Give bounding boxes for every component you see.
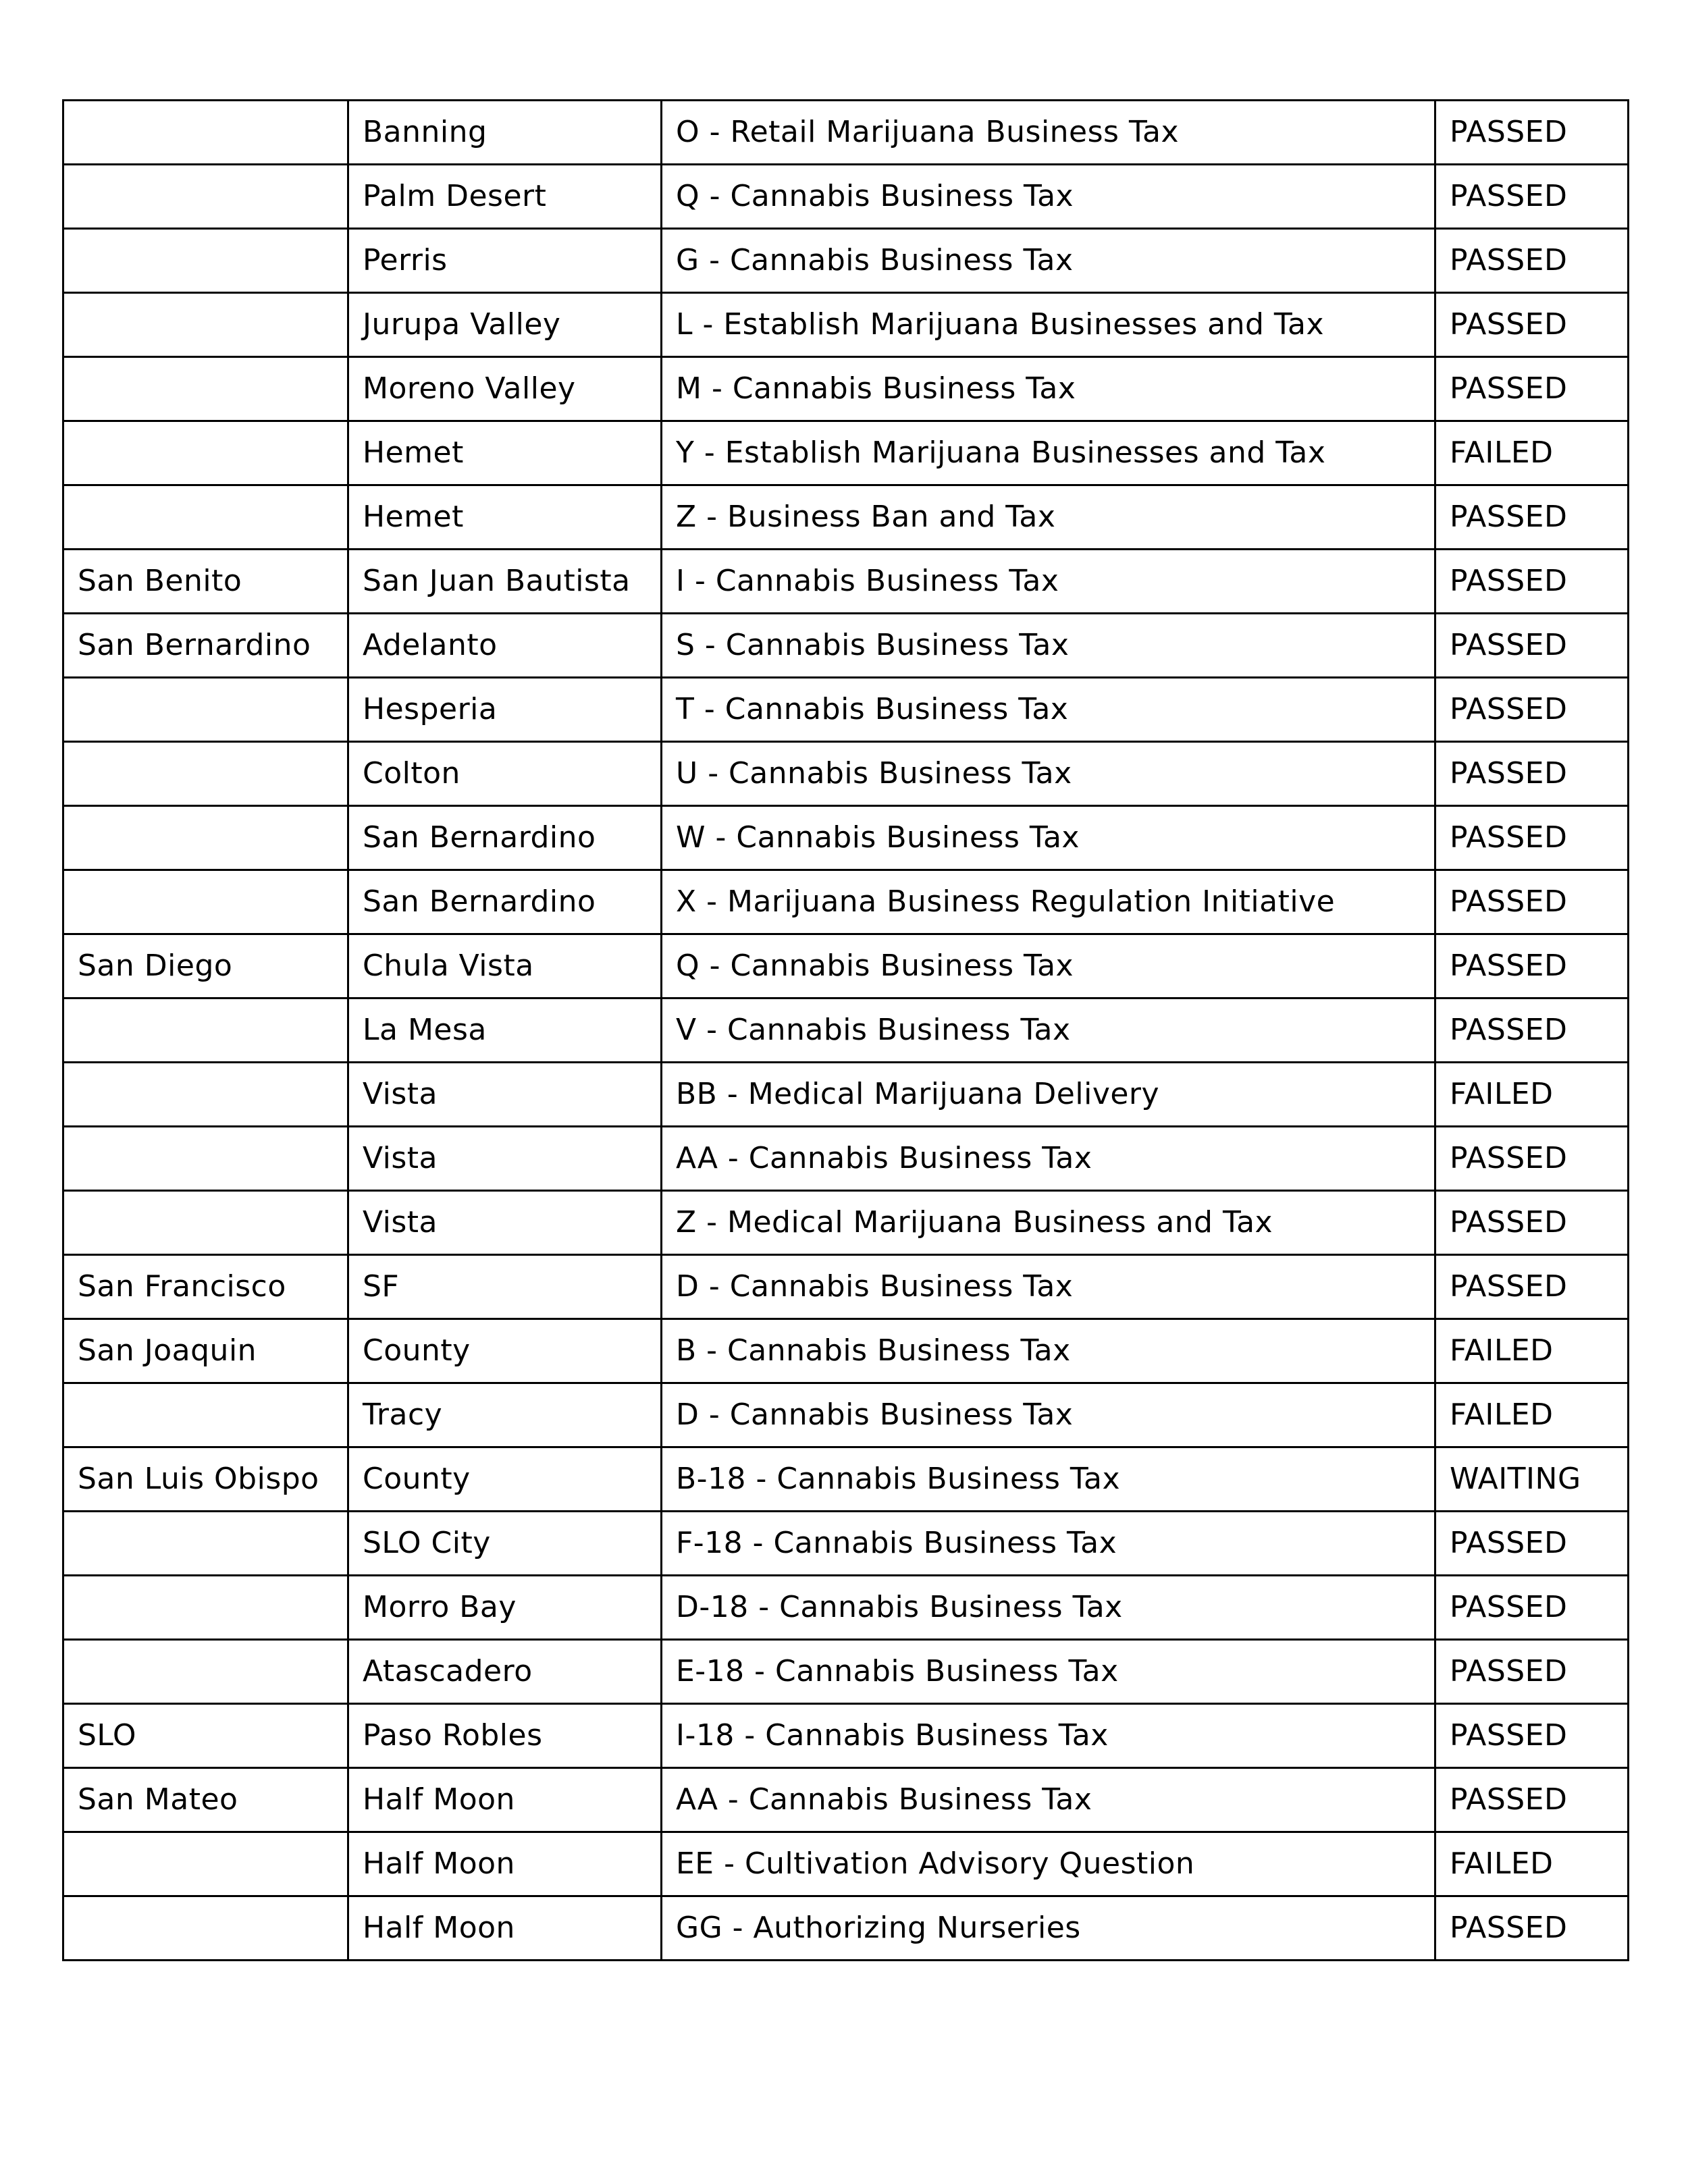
city-cell: Vista bbox=[348, 1191, 662, 1255]
result-cell: PASSED bbox=[1435, 550, 1629, 614]
table-row bbox=[63, 870, 1629, 934]
result-cell: PASSED bbox=[1435, 165, 1629, 229]
county-cell bbox=[63, 998, 348, 1063]
table-row bbox=[63, 614, 1629, 678]
county-cell bbox=[63, 1063, 348, 1127]
county-cell bbox=[63, 485, 348, 550]
city-cell: SF bbox=[348, 1255, 662, 1319]
measure-cell: GG - Authorizing Nurseries bbox=[662, 1896, 1435, 1961]
county-cell bbox=[63, 1832, 348, 1896]
city-cell: Vista bbox=[348, 1127, 662, 1191]
measure-cell: AA - Cannabis Business Tax bbox=[662, 1127, 1435, 1191]
result-cell: PASSED bbox=[1435, 1191, 1629, 1255]
result-cell: WAITING bbox=[1435, 1447, 1629, 1512]
county-cell bbox=[63, 165, 348, 229]
table-row bbox=[63, 1447, 1629, 1512]
measure-cell: BB - Medical Marijuana Delivery bbox=[662, 1063, 1435, 1127]
measure-cell: W - Cannabis Business Tax bbox=[662, 806, 1435, 870]
city-cell: SLO City bbox=[348, 1512, 662, 1576]
table-row bbox=[63, 1191, 1629, 1255]
measure-cell: AA - Cannabis Business Tax bbox=[662, 1768, 1435, 1832]
measure-cell: O - Retail Marijuana Business Tax bbox=[662, 101, 1435, 165]
county-cell bbox=[63, 421, 348, 485]
table-row bbox=[63, 934, 1629, 998]
result-cell: PASSED bbox=[1435, 806, 1629, 870]
city-cell: County bbox=[348, 1447, 662, 1512]
table-row bbox=[63, 1768, 1629, 1832]
county-cell bbox=[63, 1127, 348, 1191]
result-cell: PASSED bbox=[1435, 101, 1629, 165]
table-row bbox=[63, 357, 1629, 421]
measure-cell: D-18 - Cannabis Business Tax bbox=[662, 1576, 1435, 1640]
result-cell: PASSED bbox=[1435, 870, 1629, 934]
table-row bbox=[63, 742, 1629, 806]
result-cell: PASSED bbox=[1435, 1576, 1629, 1640]
city-cell: Atascadero bbox=[348, 1640, 662, 1704]
measure-cell: D - Cannabis Business Tax bbox=[662, 1255, 1435, 1319]
city-cell: Banning bbox=[348, 101, 662, 165]
table-row bbox=[63, 1512, 1629, 1576]
city-cell: Perris bbox=[348, 229, 662, 293]
measure-cell: F-18 - Cannabis Business Tax bbox=[662, 1512, 1435, 1576]
measure-cell: S - Cannabis Business Tax bbox=[662, 614, 1435, 678]
county-cell bbox=[63, 1512, 348, 1576]
county-cell: San Mateo bbox=[63, 1768, 348, 1832]
city-cell: Palm Desert bbox=[348, 165, 662, 229]
county-cell bbox=[63, 870, 348, 934]
result-cell: PASSED bbox=[1435, 485, 1629, 550]
table-row bbox=[63, 1896, 1629, 1961]
result-cell: PASSED bbox=[1435, 1768, 1629, 1832]
table-row bbox=[63, 998, 1629, 1063]
result-cell: PASSED bbox=[1435, 1896, 1629, 1961]
city-cell: Half Moon bbox=[348, 1896, 662, 1961]
result-cell: FAILED bbox=[1435, 1383, 1629, 1447]
city-cell: Tracy bbox=[348, 1383, 662, 1447]
county-cell bbox=[63, 1191, 348, 1255]
city-cell: San Bernardino bbox=[348, 806, 662, 870]
measure-cell: L - Establish Marijuana Businesses and Tax bbox=[662, 293, 1435, 357]
county-cell: San Joaquin bbox=[63, 1319, 348, 1383]
measure-cell: X - Marijuana Business Regulation Initiative bbox=[662, 870, 1435, 934]
city-cell: Moreno Valley bbox=[348, 357, 662, 421]
measure-cell: I - Cannabis Business Tax bbox=[662, 550, 1435, 614]
result-cell: PASSED bbox=[1435, 229, 1629, 293]
table-row bbox=[63, 1383, 1629, 1447]
result-cell: FAILED bbox=[1435, 421, 1629, 485]
result-cell: PASSED bbox=[1435, 1127, 1629, 1191]
city-cell: Paso Robles bbox=[348, 1704, 662, 1768]
measure-cell: E-18 - Cannabis Business Tax bbox=[662, 1640, 1435, 1704]
city-cell: Hesperia bbox=[348, 678, 662, 742]
city-cell: County bbox=[348, 1319, 662, 1383]
county-cell bbox=[63, 742, 348, 806]
county-cell bbox=[63, 1383, 348, 1447]
result-cell: PASSED bbox=[1435, 357, 1629, 421]
measure-cell: U - Cannabis Business Tax bbox=[662, 742, 1435, 806]
result-cell: FAILED bbox=[1435, 1832, 1629, 1896]
county-cell bbox=[63, 1576, 348, 1640]
measure-cell: V - Cannabis Business Tax bbox=[662, 998, 1435, 1063]
result-cell: FAILED bbox=[1435, 1063, 1629, 1127]
result-cell: PASSED bbox=[1435, 998, 1629, 1063]
measure-cell: Y - Establish Marijuana Businesses and Tax bbox=[662, 421, 1435, 485]
county-cell: San Bernardino bbox=[63, 614, 348, 678]
city-cell: Chula Vista bbox=[348, 934, 662, 998]
table-row bbox=[63, 806, 1629, 870]
county-cell bbox=[63, 1640, 348, 1704]
result-cell: PASSED bbox=[1435, 1255, 1629, 1319]
city-cell: Half Moon bbox=[348, 1768, 662, 1832]
measure-cell: Q - Cannabis Business Tax bbox=[662, 165, 1435, 229]
result-cell: PASSED bbox=[1435, 614, 1629, 678]
county-cell bbox=[63, 229, 348, 293]
county-cell bbox=[63, 293, 348, 357]
county-cell bbox=[63, 357, 348, 421]
measure-cell: Z - Medical Marijuana Business and Tax bbox=[662, 1191, 1435, 1255]
city-cell: Adelanto bbox=[348, 614, 662, 678]
county-cell bbox=[63, 101, 348, 165]
city-cell: Colton bbox=[348, 742, 662, 806]
measure-cell: M - Cannabis Business Tax bbox=[662, 357, 1435, 421]
table-row bbox=[63, 1832, 1629, 1896]
result-cell: PASSED bbox=[1435, 293, 1629, 357]
table-row bbox=[63, 101, 1629, 165]
table-row bbox=[63, 1063, 1629, 1127]
city-cell: Hemet bbox=[348, 421, 662, 485]
county-cell bbox=[63, 678, 348, 742]
county-cell bbox=[63, 1896, 348, 1961]
county-cell: San Benito bbox=[63, 550, 348, 614]
table-body bbox=[63, 101, 1629, 1961]
county-cell: SLO bbox=[63, 1704, 348, 1768]
county-cell: San Francisco bbox=[63, 1255, 348, 1319]
county-cell bbox=[63, 806, 348, 870]
city-cell: Half Moon bbox=[348, 1832, 662, 1896]
city-cell: Hemet bbox=[348, 485, 662, 550]
table-row bbox=[63, 293, 1629, 357]
table-row bbox=[63, 1640, 1629, 1704]
table-row bbox=[63, 421, 1629, 485]
city-cell: San Juan Bautista bbox=[348, 550, 662, 614]
county-cell: San Luis Obispo bbox=[63, 1447, 348, 1512]
measure-cell: T - Cannabis Business Tax bbox=[662, 678, 1435, 742]
measure-cell: B - Cannabis Business Tax bbox=[662, 1319, 1435, 1383]
table-row bbox=[63, 678, 1629, 742]
city-cell: Vista bbox=[348, 1063, 662, 1127]
result-cell: PASSED bbox=[1435, 1640, 1629, 1704]
result-cell: PASSED bbox=[1435, 678, 1629, 742]
county-cell: San Diego bbox=[63, 934, 348, 998]
table-row bbox=[63, 1576, 1629, 1640]
city-cell: Jurupa Valley bbox=[348, 293, 662, 357]
table-row bbox=[63, 1127, 1629, 1191]
table-row bbox=[63, 1255, 1629, 1319]
table-row bbox=[63, 485, 1629, 550]
city-cell: Morro Bay bbox=[348, 1576, 662, 1640]
city-cell: La Mesa bbox=[348, 998, 662, 1063]
result-cell: PASSED bbox=[1435, 742, 1629, 806]
table-row bbox=[63, 229, 1629, 293]
result-cell: PASSED bbox=[1435, 1704, 1629, 1768]
table-row bbox=[63, 165, 1629, 229]
result-cell: FAILED bbox=[1435, 1319, 1629, 1383]
table-row bbox=[63, 1319, 1629, 1383]
measure-cell: Q - Cannabis Business Tax bbox=[662, 934, 1435, 998]
table-row bbox=[63, 1704, 1629, 1768]
measure-cell: I-18 - Cannabis Business Tax bbox=[662, 1704, 1435, 1768]
result-cell: PASSED bbox=[1435, 1512, 1629, 1576]
measure-cell: D - Cannabis Business Tax bbox=[662, 1383, 1435, 1447]
measure-cell: B-18 - Cannabis Business Tax bbox=[662, 1447, 1435, 1512]
measure-cell: EE - Cultivation Advisory Question bbox=[662, 1832, 1435, 1896]
measure-cell: G - Cannabis Business Tax bbox=[662, 229, 1435, 293]
city-cell: San Bernardino bbox=[348, 870, 662, 934]
result-cell: PASSED bbox=[1435, 934, 1629, 998]
measure-cell: Z - Business Ban and Tax bbox=[662, 485, 1435, 550]
ballot-measures-table bbox=[62, 99, 1629, 1961]
table-row bbox=[63, 550, 1629, 614]
